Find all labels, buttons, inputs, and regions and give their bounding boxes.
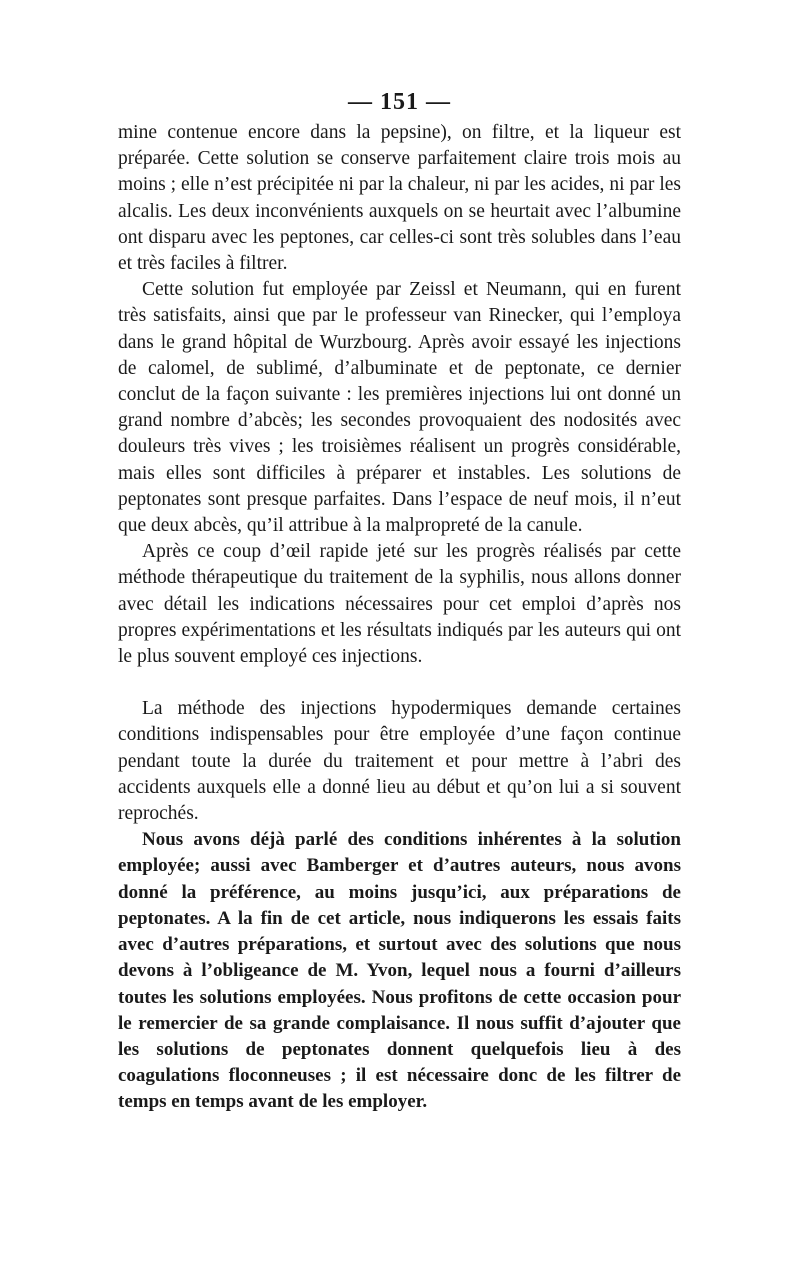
paragraph-1: mine contenue encore dans la pepsine), on filtre, et la liqueur est préparée. Cette solution se conserve parfaitement claire trois mois au moins ; elle n’est précipitée ni par la chaleur, ni par les acides, ni par les alcalis. Les deux inconvénients auxquels on se heurtait avec l’albumine ont disparu avec les peptones, car celles-ci sont très solubles dans l’eau et très faciles à filtrer. <box>118 122 681 275</box>
paragraph-5: Nous avons déjà parlé des conditions inhérentes à la solution employée; aussi avec Bamberger et d’autres auteurs, nous avons donné la préférence, au moins jusqu’ici, aux préparations de peptonates. A la fin de cet article, nous indiquerons les essais faits avec d’autres préparations, et surtout avec des solutions que nous devons à l’obligeance de M. Yvon, lequel nous a fourni d’ailleurs toutes les solutions employées. Nous profitons de cette occasion pour le remercier de sa grande complaisance. Il nous suffit d’ajouter que les solutions de peptonates donnent quelquefois lieu à des coagulations floconneuses ; il est nécessaire donc de les filtrer de temps en temps avant de les employer. <box>118 829 681 1113</box>
page-number: — 151 — <box>348 89 451 115</box>
paragraph-2: Cette solution fut employée par Zeissl et Neumann, qui en furent très satisfaits, ainsi que par le professeur van Rinecker, qui l’employa dans le grand hôpital de Wurzbourg. Après avoir essayé les injections de calomel, de sublimé, d’albuminate et de peptonate, ce dernier conclut de la façon suivante : les premières injections lui ont donné un grand nombre d’abcès; les secondes provoquaient des nodosités avec douleurs très vives ; les troisièmes réalisent un progrès considérable, mais elles sont difficiles à préparer et instables. Les solutions de peptonates sont presque parfaites. Dans l’espace de neuf mois, il n’eut que deux abcès, qu’il attribue à la malpropreté de la canule. <box>118 279 681 537</box>
paragraph-4: La méthode des injections hypodermiques demande certaines conditions indispensables pour être employée d’une façon continue pendant toute la durée du traitement et pour mettre à l’abri des accidents auxquels elle a donné lieu au début et qu’on lui a si souvent reprochés. <box>118 698 681 825</box>
section-gap <box>118 670 681 696</box>
document-page <box>118 86 681 1116</box>
paragraph-3: Après ce coup d’œil rapide jeté sur les progrès réalisés par cette méthode thérapeutique du traitement de la syphilis, nous allons donner avec détail les indications nécessaires pour cet emploi d’après nos propres expérimentations et les résultats indiqués par les auteurs qui ont le plus souvent employé ces injections. <box>118 541 681 668</box>
